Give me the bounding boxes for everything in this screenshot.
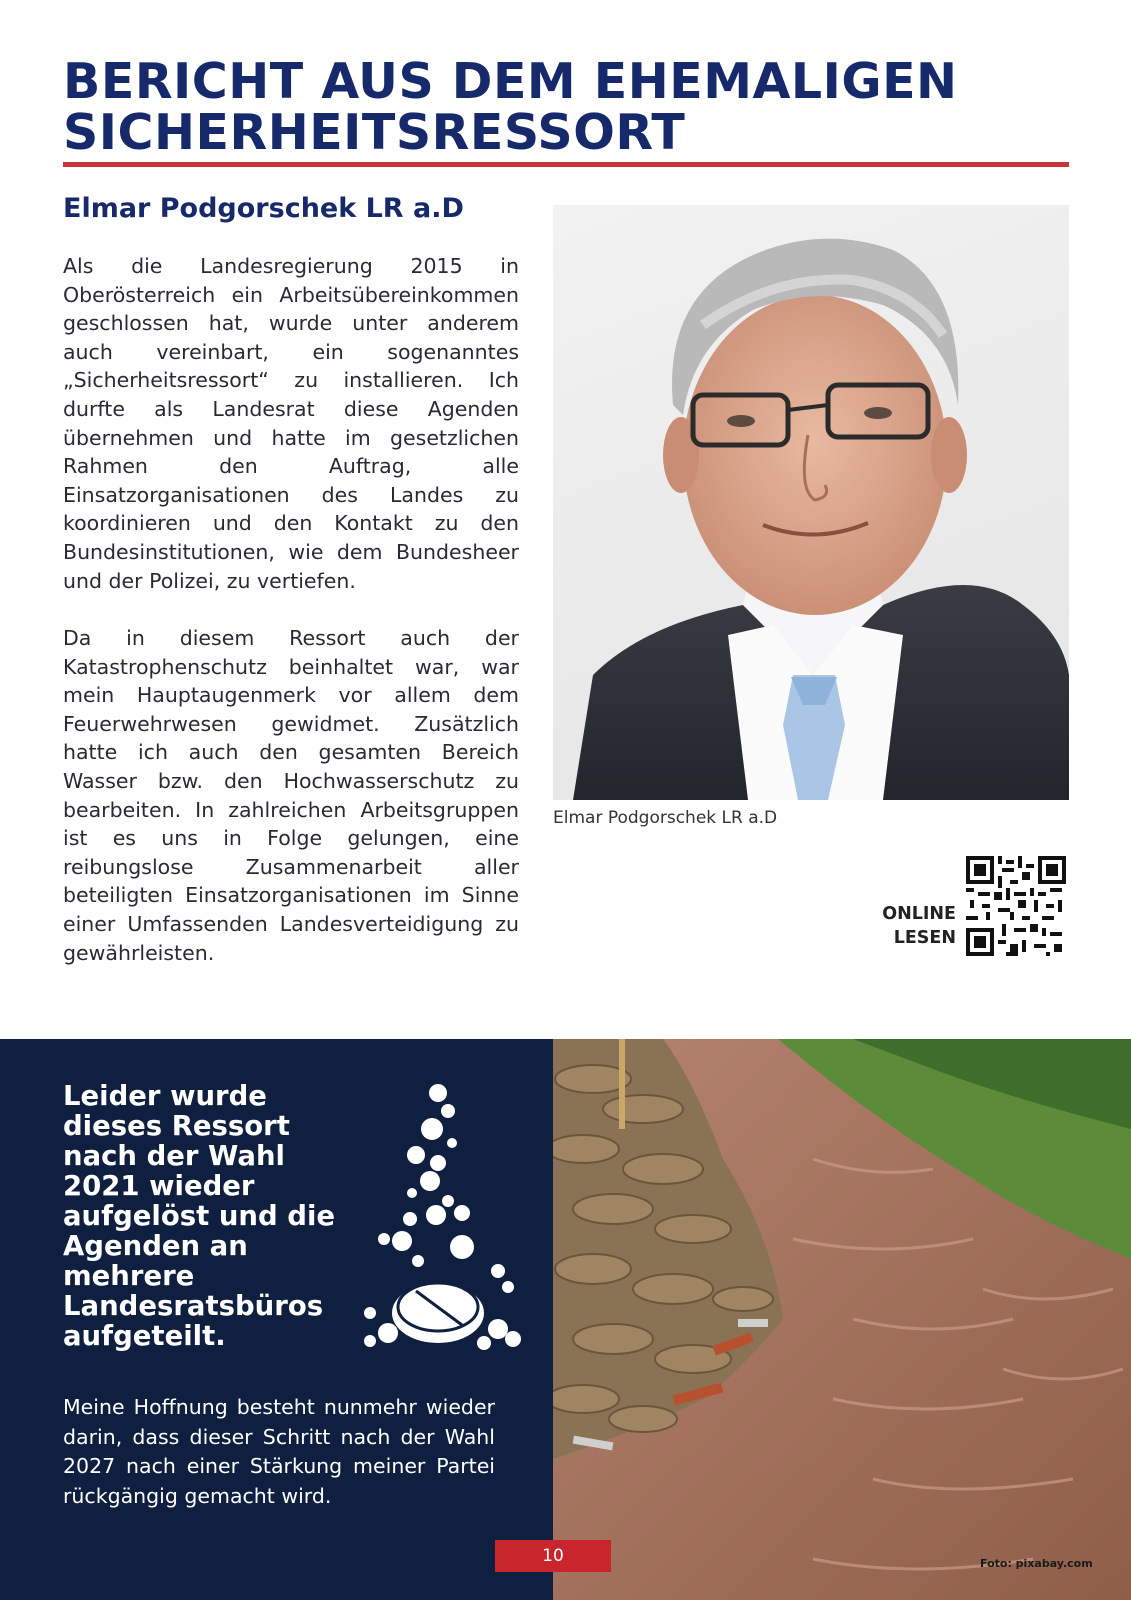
- online-read-label: [860, 902, 956, 950]
- page-title: [63, 53, 1073, 161]
- photo-credit: Foto: pixabay.com: [980, 1557, 1093, 1570]
- portrait-photo: [553, 205, 1069, 800]
- hope-paragraph: Meine Hoffnung besteht nunmehr wieder darin, dass dieser Schritt nach der Wahl 2027 nach einer Stärkung meiner Partei rückgängig gemacht wird.: [63, 1395, 495, 1508]
- online-label-line-2: LESEN: [893, 928, 956, 948]
- article-paragraph-2: Da in diesem Ressort auch der Katastrophenschutz beinhaltet war, war mein Hauptaugenmerk vor allem dem Feuerwehrwesen gewidmet. Zusätzlich hatte ich auch den gesamten Bereich Wasser bzw. den Hochwasserschutz zu bearbeiten. In zahlreichen Arbeitsgruppen ist es uns in Folge gelungen, eine reibungslose Zusammenarbeit aller beteiligten Einsatzorganisationen im Sinne einer Umfassenden Landesverteidigung zu gewährleisten.: [63, 626, 519, 965]
- online-label-line-1: ONLINE: [882, 904, 956, 924]
- title-divider: [63, 162, 1069, 167]
- portrait-caption: Elmar Podgorschek LR a.D: [553, 808, 778, 828]
- flood-illustration: [553, 1039, 1131, 1600]
- quote-panel: [0, 1039, 553, 1600]
- qr-code-icon[interactable]: [966, 856, 1066, 956]
- title-line-2: SICHERHEITSRESSORT: [63, 104, 686, 161]
- quote-text: Leider wurde dieses Ressort nach der Wahl 2021 wieder aufgelöst und die Agenden an mehrere Landesratsbüros aufgeteilt.: [63, 1080, 336, 1352]
- author-heading: Elmar Podgorschek LR a.D: [63, 193, 464, 224]
- flood-photo: [553, 1039, 1131, 1600]
- tablet-bubbles-icon: [358, 1081, 528, 1351]
- portrait-illustration: [553, 205, 1069, 800]
- title-line-1: BERICHT AUS DEM EHEMALIGEN: [63, 53, 958, 110]
- page-number: 10: [495, 1540, 611, 1572]
- article-paragraph-1: Als die Landesregierung 2015 in Oberösterreich ein Arbeitsübereinkommen geschlossen hat, wurde unter anderem auch vereinbart, ein sogenanntes „Sicherheitsressort“ zu installieren. Ich durfte als Landesrat diese Agenden übernehmen und hatte im gesetzlichen Rahmen den Auftrag, alle Einsatzorganisationen des Landes zu koordinieren und den Kontakt zu den Bundesinstitutionen, wie dem Bundesheer und der Polizei, zu vertiefen.: [63, 254, 519, 593]
- bottom-band: [0, 1039, 1131, 1600]
